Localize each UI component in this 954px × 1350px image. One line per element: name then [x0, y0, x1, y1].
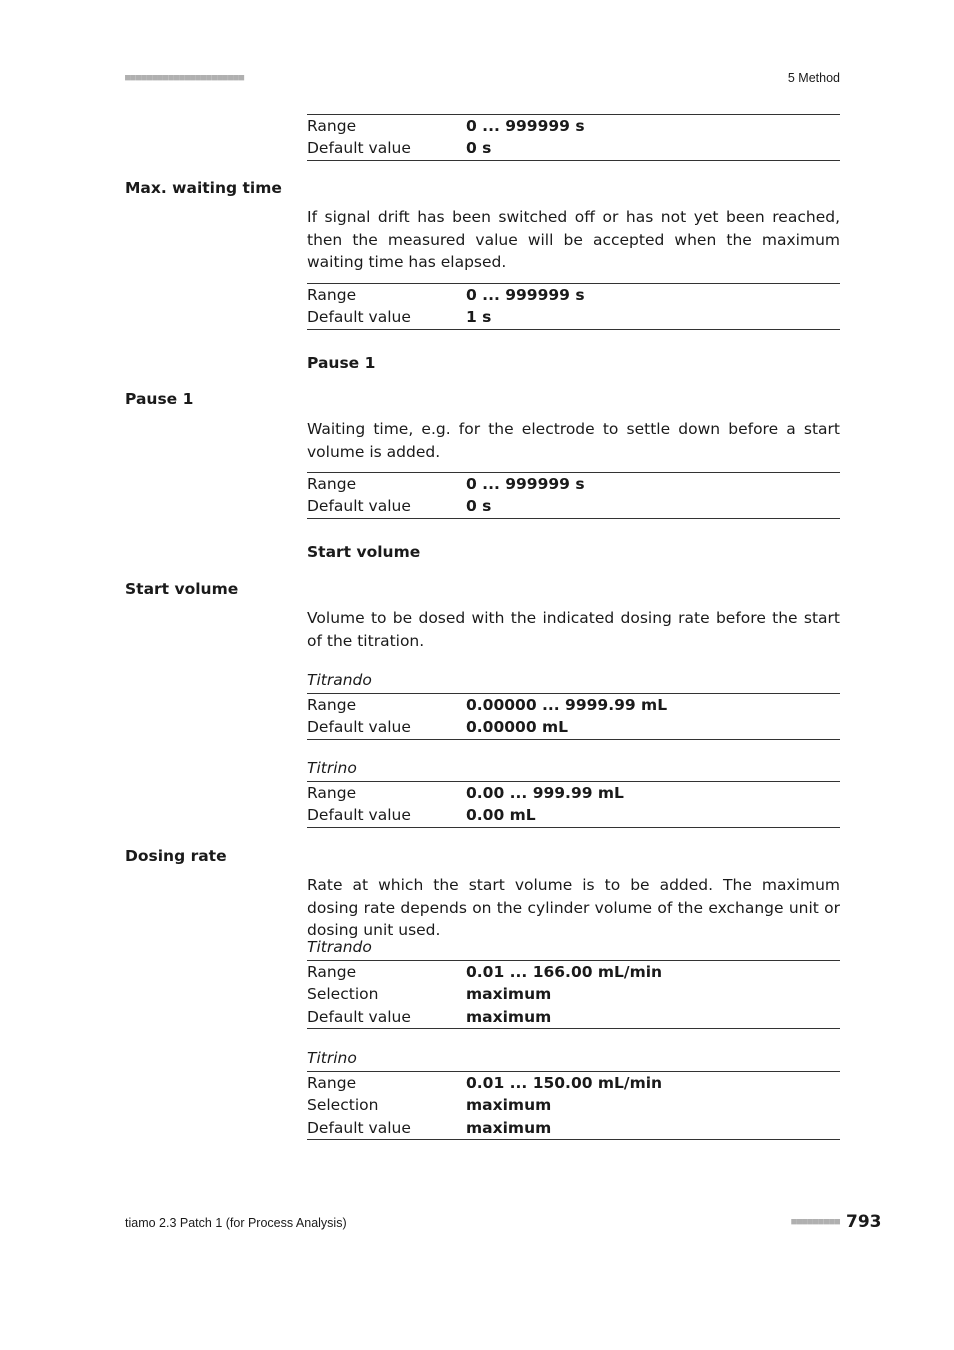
row-key: Default value [307, 308, 411, 327]
param-description: If signal drift has been switched off or has not yet been reached, then the measured value will be accepted when the maximum waiting time has elapsed. [307, 208, 840, 271]
footer-product: tiamo 2.3 Patch 1 (for Process Analysis) [125, 1216, 347, 1230]
row-value: maximum [466, 1096, 552, 1115]
row-key: Default value [307, 497, 411, 516]
table-row [307, 961, 840, 983]
table-caption-titrando: Titrando [307, 671, 372, 689]
table-row [307, 1072, 840, 1094]
table-row [307, 284, 840, 306]
row-key: Selection [307, 1096, 379, 1115]
max-waiting-table [307, 283, 840, 330]
param-description: Volume to be dosed with the indicated dosing rate before the start of the titration. [307, 609, 840, 650]
row-value: 0.01 ... 150.00 mL/min [466, 1074, 663, 1093]
table-caption-titrino: Titrino [307, 759, 357, 777]
dosing-rate-titrando-table [307, 960, 840, 1029]
start-volume-titrando-table [307, 693, 840, 740]
page-number: 793 [846, 1212, 882, 1232]
row-key: Default value [307, 806, 411, 825]
table-row [307, 1117, 840, 1139]
row-value: 0.00000 mL [466, 718, 569, 737]
row-key: Range [307, 1074, 357, 1093]
section-title: 5 Method [787, 71, 840, 85]
row-value: maximum [466, 1118, 552, 1137]
row-key: Range [307, 963, 357, 982]
row-value: 0 s [466, 139, 492, 158]
row-key: Default value [307, 718, 411, 737]
table-row [307, 115, 840, 137]
row-key: Range [307, 117, 357, 136]
table-row [307, 1006, 840, 1028]
row-value: maximum [466, 1007, 552, 1026]
param-label-pause: Pause 1 [125, 390, 194, 408]
table-row [307, 782, 840, 804]
table-row [307, 716, 840, 738]
row-key: Range [307, 696, 357, 715]
param-description: Waiting time, e.g. for the electrode to settle down before a start volume is added. [307, 420, 840, 461]
row-value: 0 ... 999999 s [466, 117, 585, 136]
row-value: 0.00000 ... 9999.99 mL [466, 696, 668, 715]
param-label-max-waiting-time: Max. waiting time [125, 179, 282, 197]
row-value: 0 ... 999999 s [466, 286, 585, 305]
table-row [307, 804, 840, 826]
row-key: Selection [307, 985, 379, 1004]
table-row [307, 983, 840, 1005]
row-value: 0 ... 999999 s [466, 475, 585, 494]
row-value: 1 s [466, 308, 492, 327]
row-key: Default value [307, 1007, 411, 1026]
header-decoration: ■■■■■■■■■■■■■■■■■■■■■■ [125, 73, 245, 83]
table-row [307, 137, 840, 159]
table-caption-titrando: Titrando [307, 938, 372, 956]
table-row [307, 495, 840, 517]
row-key: Default value [307, 1118, 411, 1137]
row-value: 0.01 ... 166.00 mL/min [466, 963, 663, 982]
row-key: Range [307, 784, 357, 803]
top-param-table [307, 114, 840, 161]
row-value: 0.00 mL [466, 806, 536, 825]
pause-table [307, 472, 840, 519]
start-volume-titrino-table [307, 781, 840, 828]
subsection-heading-start-volume: Start volume [307, 543, 421, 561]
row-value: 0.00 ... 999.99 mL [466, 784, 624, 803]
table-caption-titrino: Titrino [307, 1049, 357, 1067]
row-key: Range [307, 475, 357, 494]
dosing-rate-titrino-table [307, 1071, 840, 1140]
table-row [307, 473, 840, 495]
row-value: 0 s [466, 497, 492, 516]
table-row [307, 306, 840, 328]
subsection-heading-pause: Pause 1 [307, 354, 376, 372]
row-key: Range [307, 286, 357, 305]
param-label-start-volume: Start volume [125, 580, 239, 598]
param-description: Rate at which the start volume is to be added. The maximum dosing rate depends on the cylinder volume of the exchange unit or dosing unit used. [307, 876, 840, 939]
table-row [307, 1094, 840, 1116]
row-value: maximum [466, 985, 552, 1004]
param-label-dosing-rate: Dosing rate [125, 847, 227, 865]
table-row [307, 694, 840, 716]
footer-decoration: ■■■■■■■■■ [791, 1217, 840, 1227]
row-key: Default value [307, 139, 411, 158]
